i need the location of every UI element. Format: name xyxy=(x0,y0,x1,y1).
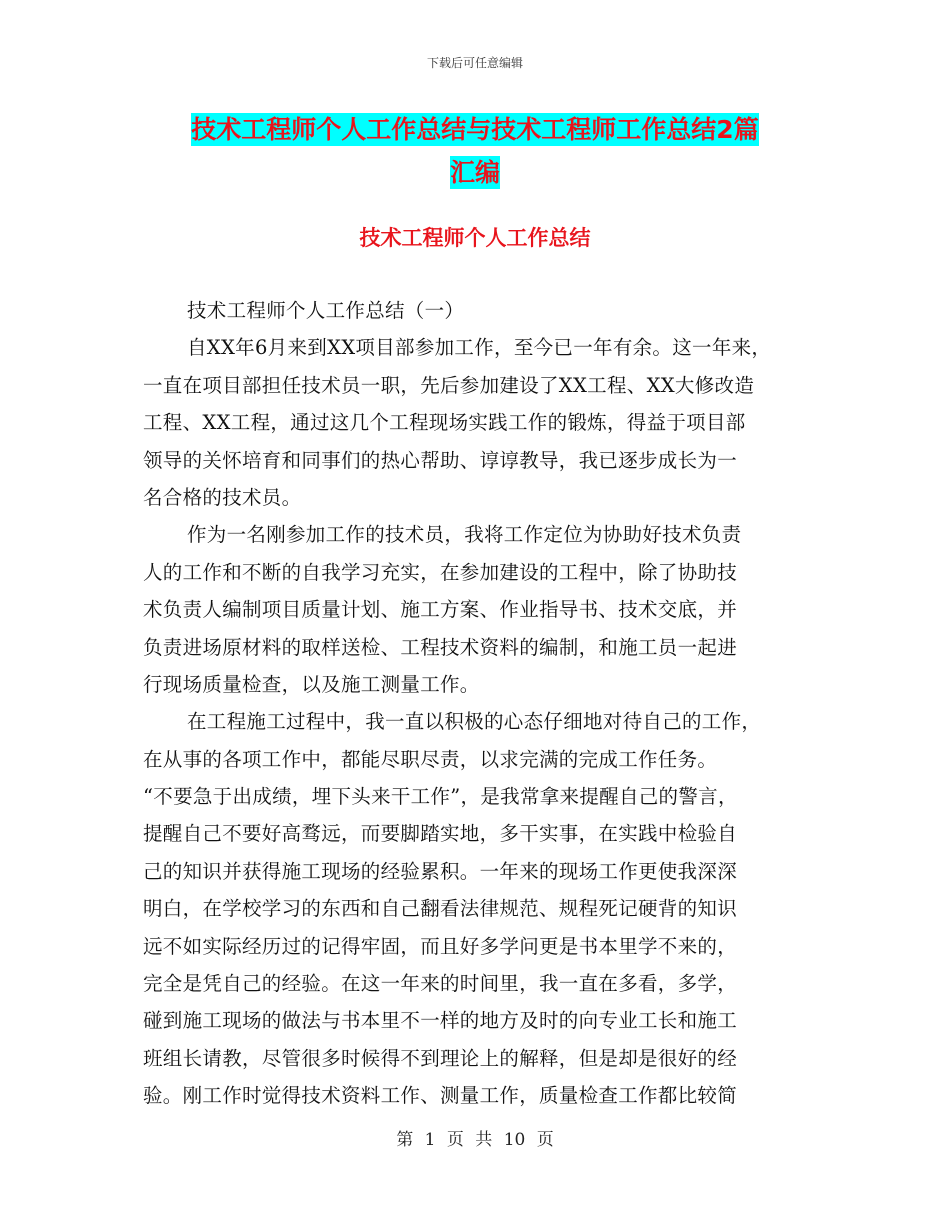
text-line: 提醒自己不要好高骛远，而要脚踏实地，多干实事，在实践中检验自 xyxy=(143,822,738,846)
text-line: “不要急于出成绩，埋下头来干工作”，是我常拿来提醒自己的警言， xyxy=(143,785,738,809)
text-line: 班组长请教，尽管很多时候得不到理论上的解释，但是却是很好的经 xyxy=(143,1046,738,1070)
text-line: 明白，在学校学习的东西和自己翻看法律规范、规程死记硬背的知识 xyxy=(143,897,738,921)
document-title-line-1: 技术工程师个人工作总结与技术工程师工作总结2篇 xyxy=(191,115,759,144)
text-line: 行现场质量检查，以及施工测量工作。 xyxy=(143,672,480,696)
header-note: 下载后可任意编辑 xyxy=(426,56,523,70)
page-number: 第 1 页 共 10 页 xyxy=(396,1130,554,1150)
text-line: 一直在项目部担任技术员一职，先后参加建设了XX工程、XX大修改造 xyxy=(143,373,755,397)
text-line: 领导的关怀培育和同事们的热心帮助、谆谆教导，我已逐步成长为一 xyxy=(143,448,738,472)
text-line: 名合格的技术员。 xyxy=(143,485,302,509)
text-line: 完全是凭自己的经验。在这一年来的时间里，我一直在多看，多学， xyxy=(143,972,738,996)
document-title-line-2: 汇编 xyxy=(449,158,500,187)
text-line: 验。刚工作时觉得技术资料工作、测量工作，质量检查工作都比较简 xyxy=(143,1084,738,1108)
paragraph-heading: 技术工程师个人工作总结（一） xyxy=(187,299,465,322)
text-line: 术负责人编制项目质量计划、施工方案、作业指导书、技术交底，并 xyxy=(143,598,738,622)
text-line: 远不如实际经历过的记得牢固，而且好多学问更是书本里学不来的， xyxy=(143,934,738,958)
text-line: 在从事的各项工作中，都能尽职尽责，以求完满的完成工作任务。 xyxy=(143,747,718,771)
text-line: 作为一名刚参加工作的技术员，我将工作定位为协助好技术负责 xyxy=(187,523,742,547)
text-line: 在工程施工过程中，我一直以积极的心态仔细地对待自己的工作， xyxy=(187,710,762,734)
text-line: 己的知识并获得施工现场的经验累积。一年来的现场工作更使我深深 xyxy=(143,859,738,883)
document-title xyxy=(0,113,950,147)
document-title-continued xyxy=(0,156,950,190)
text-line: 工程、XX工程，通过这几个工程现场实践工作的锻炼，得益于项目部 xyxy=(143,411,746,435)
text-line: 人的工作和不断的自我学习充实，在参加建设的工程中，除了协助技 xyxy=(143,560,738,584)
section-heading: 技术工程师个人工作总结 xyxy=(359,226,591,250)
text-line: 碰到施工现场的做法与书本里不一样的地方及时的向专业工长和施工 xyxy=(143,1009,738,1033)
body-text xyxy=(143,292,823,1115)
text-line: 自XX年6月来到XX项目部参加工作，至今已一年有余。这一年来， xyxy=(187,336,772,360)
text-line: 负责进场原材料的取样送检、工程技术资料的编制，和施工员一起进 xyxy=(143,635,738,659)
